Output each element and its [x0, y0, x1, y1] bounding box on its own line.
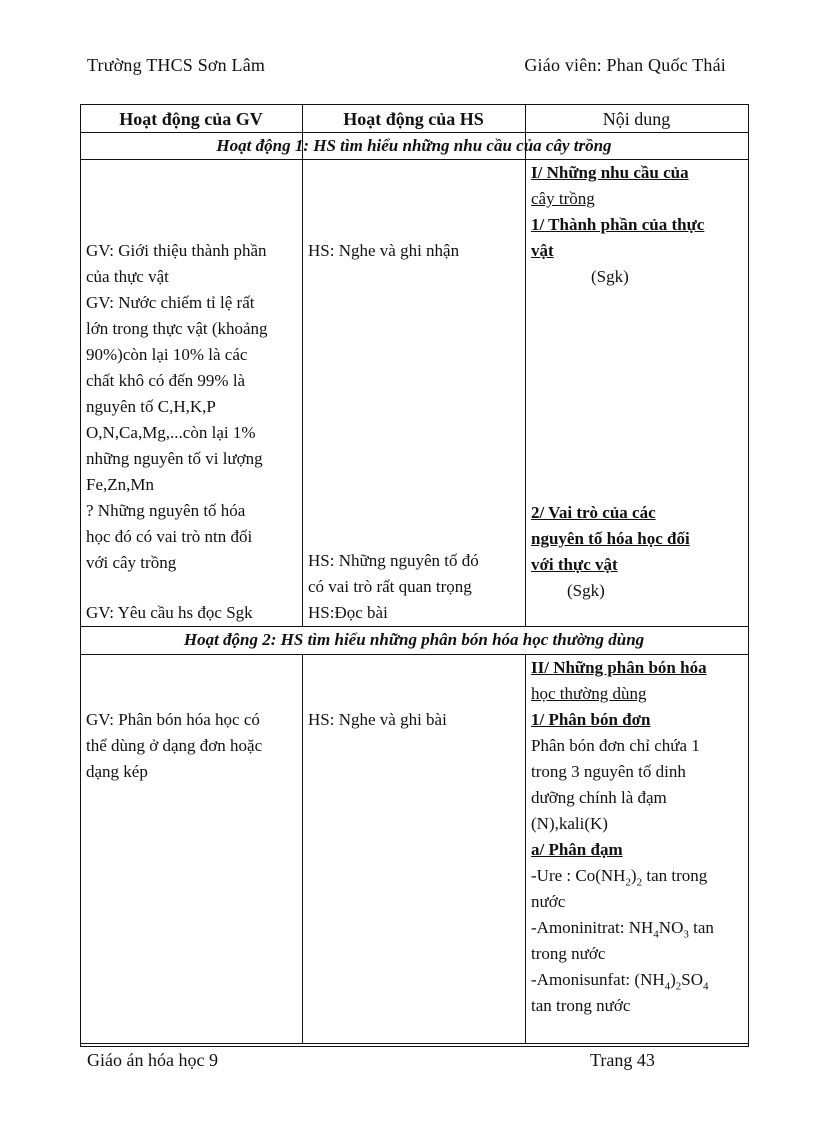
fertilizer-ure: -Ure : $Co(NH_2)_2$ tan trong — [531, 866, 708, 889]
fertilizer-amoninitrat: -Amoninitrat: $NH_4NO_3$ tan — [531, 918, 714, 941]
activity-1-content-top — [531, 160, 704, 290]
content-line: tan trong nước — [531, 996, 631, 1015]
gv-line: với cây trồng — [86, 553, 177, 572]
content-line: nước — [531, 892, 566, 911]
gv-line: GV: Giới thiệu thành phần — [86, 241, 267, 260]
section-title: học thường dùng — [531, 684, 647, 703]
activity-1-hs-block — [308, 548, 479, 626]
gv-line: những nguyên tố vi lượng — [86, 449, 263, 468]
gv-line: O,N,Ca,Mg,...còn lại 1% — [86, 423, 256, 442]
col-header-hs: Hoạt động của HS — [343, 109, 484, 129]
teacher-name: Giáo viên: Phan Quốc Thái — [524, 55, 726, 75]
hs-line: HS: Nghe và ghi nhận — [308, 241, 460, 260]
subsection-title: 2/ Vai trò của các — [531, 503, 656, 522]
activity-2-title: Hoạt động 2: HS tìm hiểu những phân bón hóa học thường dùng — [183, 630, 645, 649]
hs-line: HS: Nghe và ghi bài — [308, 710, 447, 729]
hs-line: có vai trò rất quan trọng — [308, 577, 472, 596]
sgk-reference: (Sgk) — [567, 581, 605, 600]
gv-line: lớn trong thực vật (khoảng — [86, 319, 268, 338]
col-header-gv: Hoạt động của GV — [119, 109, 263, 129]
gv-line: chất khô có đến 99% là — [86, 371, 246, 390]
content-line: trong 3 nguyên tố dinh — [531, 762, 686, 781]
subsection-title: 1/ Phân bón đơn — [531, 710, 651, 729]
school-name: Trường THCS Sơn Lâm — [87, 55, 266, 75]
content-line: trong nước — [531, 944, 606, 963]
content-line: Phân bón đơn chỉ chứa 1 — [531, 736, 700, 755]
hs-line: HS: Những nguyên tố đó — [308, 551, 479, 570]
gv-line: ? Những nguyên tố hóa — [86, 501, 246, 520]
footer-page-number: Trang 43 — [590, 1050, 655, 1070]
gv-line: thể dùng ở dạng đơn hoặc — [86, 736, 263, 755]
sgk-reference: (Sgk) — [591, 267, 629, 286]
gv-line: GV: Yêu cầu hs đọc Sgk — [86, 603, 253, 622]
gv-line: của thực vật — [86, 267, 169, 286]
content-line: (N),kali(K) — [531, 814, 608, 833]
subsection-title: với thực vật — [531, 555, 618, 574]
gv-line: GV: Nước chiếm tỉ lệ rất — [86, 293, 255, 312]
activity-1-content-bottom — [531, 500, 690, 604]
activity-2-gv-column — [86, 707, 262, 785]
gv-line: học đó có vai trò ntn đối — [86, 527, 253, 546]
footer-subject: Giáo án hóa học 9 — [87, 1050, 218, 1070]
activity-1-gv-column — [86, 238, 268, 576]
content-line: dưỡng chính là đạm — [531, 788, 667, 807]
gv-line: GV: Phân bón hóa học có — [86, 710, 260, 729]
subsection-title: vật — [531, 241, 554, 260]
fertilizer-amonisunfat: -Amonisunfat: $(NH_4)_2SO_4$ — [531, 970, 709, 993]
section-title: cây trồng — [531, 189, 595, 208]
subsection-title: nguyên tố hóa học đối — [531, 529, 690, 548]
section-title: I/ Những nhu cầu của — [531, 163, 689, 182]
activity-1-title: Hoạt động 1: HS tìm hiểu những nhu cầu của cây trồng — [216, 136, 612, 155]
gv-line: 90%)còn lại 10% là các — [86, 345, 248, 364]
gv-line: nguyên tố C,H,K,P — [86, 397, 216, 416]
subsection-title: a/ Phân đạm — [531, 840, 623, 859]
section-title: II/ Những phân bón hóa — [531, 658, 707, 677]
gv-line: Fe,Zn,Mn — [86, 475, 154, 494]
col-header-content: Nội dung — [602, 109, 671, 129]
activity-2-content — [531, 655, 714, 1019]
gv-line: dạng kép — [86, 762, 148, 781]
subsection-title: 1/ Thành phần của thực — [531, 215, 705, 234]
hs-line: HS:Đọc bài — [308, 603, 388, 622]
